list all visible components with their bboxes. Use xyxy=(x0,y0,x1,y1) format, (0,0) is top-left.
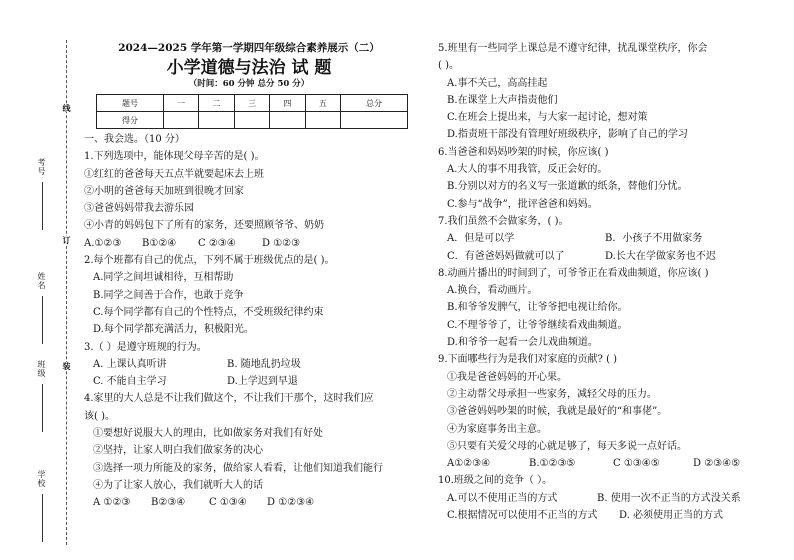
question-options xyxy=(438,490,768,507)
question-option[interactable]: C.在班会上提出来，与大家一起讨论，想对策 xyxy=(447,112,648,124)
binding-blank-school xyxy=(42,494,43,542)
question-item: ④为了让家人放心，我们就听大人的话 xyxy=(93,479,263,491)
score-input-cell[interactable] xyxy=(234,112,269,129)
question-options xyxy=(438,248,768,265)
binding-margin xyxy=(26,40,66,545)
score-cell: 二 xyxy=(199,95,234,112)
binding-label-school: 学校 xyxy=(37,470,46,488)
question-stem: 3.（ ）是遵守班规的行为。 xyxy=(84,341,207,353)
exam-header: 2024—2025 学年第一学期四年级综合素养展示（二） xyxy=(118,42,380,54)
question-option[interactable]: C.不理爷爷了，让爷爷继续看戏曲频道。 xyxy=(447,319,628,331)
score-input-cell[interactable] xyxy=(341,112,408,129)
question-item: ③爸爸妈妈带我去游乐园 xyxy=(84,203,194,215)
question-item: ③爸爸妈妈吵架的时候，我就是最好的“和事佬”。 xyxy=(447,406,668,418)
question-item: ①要想好说服大人的理由，比如做家务对我们有好处 xyxy=(93,428,323,440)
option-b[interactable]: B. 随地乱扔垃圾 xyxy=(227,358,301,370)
option-a[interactable]: A.①②③ xyxy=(84,237,122,249)
option-b[interactable]: B．小孩子不用做家务 xyxy=(605,233,703,245)
binding-blank-class xyxy=(42,384,43,432)
question-item: ②小明的爸爸每天加班到很晚才回家 xyxy=(84,185,244,197)
option-b[interactable]: B.①②③⑤ xyxy=(529,458,576,470)
question-option[interactable]: C.参与“战争”，批评爸爸和妈妈。 xyxy=(447,198,598,210)
binding-mark-line: 线 xyxy=(62,104,72,112)
binding-mark-staple: 订 xyxy=(62,236,72,244)
question-stem-cont: ( )。 xyxy=(438,60,459,72)
question-option[interactable]: B.在课堂上大声指责他们 xyxy=(447,94,558,106)
option-c[interactable]: C ①③④⑤ xyxy=(613,458,660,470)
score-table xyxy=(96,94,408,129)
question-item: ②坚持，让家人明白我们做家务的决心 xyxy=(93,445,263,457)
question-option[interactable]: B.和爷爷发脾气，让爷爷把电视让给你。 xyxy=(447,302,628,314)
binding-blank-exam-number xyxy=(42,182,43,230)
option-c[interactable]: C ②③④ xyxy=(198,237,236,249)
question-option[interactable]: A.事不关己，高高挂起 xyxy=(447,77,548,89)
score-input-cell[interactable] xyxy=(199,112,234,129)
question-option[interactable]: D.指责班干部没有管理好班级秩序，影响了自己的学习 xyxy=(447,129,688,141)
question-item: ②主动帮父母承担一些家务，减轻父母的压力。 xyxy=(447,388,657,400)
question-item: ④为家庭事务出主意。 xyxy=(447,423,547,435)
option-d[interactable]: D ①②③ xyxy=(262,237,301,249)
question-options xyxy=(84,356,414,373)
question-stem: 2.每个班都有自己的优点，下列不属于班级优点的是( )。 xyxy=(84,255,335,267)
option-a[interactable]: A①②③④ xyxy=(447,458,491,470)
question-item: ①我是爸爸妈妈的开心果。 xyxy=(447,371,567,383)
option-a[interactable]: A．但是可以学 xyxy=(447,233,515,245)
option-d[interactable]: D. 必须使用正当的方式 xyxy=(619,510,724,522)
question-option[interactable]: B.分别以对方的名义写一张道歉的纸条，替他们分忧。 xyxy=(447,181,688,193)
section-heading: 一、我会选。（10 分） xyxy=(84,134,185,145)
score-cell: 四 xyxy=(270,95,305,112)
question-stem: 5.班里有一些同学上课总是不遵守纪律，扰乱课堂秩序，你会 xyxy=(438,43,708,54)
score-table-score-row xyxy=(97,112,408,129)
option-d[interactable]: D ②③④⑤ xyxy=(693,458,741,470)
option-d[interactable]: D.上学迟到早退 xyxy=(227,376,298,388)
question-stem: 9.下面哪些行为是我们对家庭的贡献? ( ) xyxy=(438,354,618,366)
option-a[interactable]: A. 上课认真听讲 xyxy=(93,358,167,370)
score-cell: 题号 xyxy=(97,95,164,112)
page-title: 小学道德与法治 试 题 xyxy=(166,58,332,78)
binding-label-class: 班级 xyxy=(37,360,46,378)
right-column xyxy=(438,40,768,524)
score-cell: 得分 xyxy=(97,112,164,129)
score-cell: 一 xyxy=(163,95,198,112)
question-item: ①红红的爸爸每天五点半就要起床去上班 xyxy=(84,168,264,180)
question-stem: 8.动画片播出的时间到了，可爷爷正在看戏曲频道，你应该( ) xyxy=(438,267,709,279)
binding-label-exam-number: 考号 xyxy=(37,158,46,176)
option-b[interactable]: B. 使用一次不正当的方式没关系 xyxy=(597,492,741,504)
question-item: ⑤只要有关爱父母的心就足够了，每天多说一点好话。 xyxy=(447,440,687,452)
binding-mark-bind: 装 xyxy=(62,362,72,370)
exam-time-info: （时间：60 分钟 总分 50 分） xyxy=(188,79,310,89)
question-stem: 6.当爸爸和妈妈吵架的时候，你应该( ) xyxy=(438,146,609,158)
option-c[interactable]: C．有爸爸妈妈做就可以了 xyxy=(447,250,565,262)
score-cell: 总分 xyxy=(341,95,408,112)
question-stem-cont: 该( )。 xyxy=(84,410,115,422)
question-options xyxy=(84,373,414,390)
question-stem: 1.下列选项中，能体现父母辛苦的是( )。 xyxy=(84,151,265,163)
score-table-header-row xyxy=(97,95,408,112)
score-input-cell[interactable] xyxy=(163,112,198,129)
left-column xyxy=(84,40,414,512)
option-c[interactable]: C ①③④ xyxy=(209,497,247,509)
option-a[interactable]: A.可以不使用正当的方式 xyxy=(447,492,558,504)
question-option[interactable]: A.大人的事不用我管，反正会好的。 xyxy=(447,164,608,176)
question-option[interactable]: A.同学之间坦诚相待，互相帮助 xyxy=(93,272,234,284)
question-option[interactable]: D.每个同学都充满活力，积极阳光。 xyxy=(93,324,254,336)
option-b[interactable]: B②③④ xyxy=(151,497,186,509)
option-d[interactable]: D.长大在学做家务也不迟 xyxy=(605,250,716,262)
question-item: ③选择一项力所能及的家务，做给家人看看，让他们知道我们能行 xyxy=(93,462,383,474)
question-options xyxy=(438,230,768,247)
binding-blank-name xyxy=(42,296,43,344)
question-options xyxy=(84,235,414,252)
binding-dashed-line xyxy=(66,40,67,545)
option-d[interactable]: D ①②③④ xyxy=(267,497,315,509)
question-option[interactable]: A.换台，看动画片。 xyxy=(447,285,538,297)
option-c[interactable]: C. 不能自主学习 xyxy=(93,376,167,388)
question-option[interactable]: B.同学之间善于合作，也敢于竞争 xyxy=(93,289,244,301)
score-input-cell[interactable] xyxy=(305,112,340,129)
question-item: ④小青的妈妈包下了所有的家务，还要照顾爷爷、奶奶 xyxy=(84,220,324,232)
question-option[interactable]: C.每个同学都有自己的个性特点，不受班级纪律约束 xyxy=(93,306,324,318)
option-b[interactable]: B①②④ xyxy=(142,237,177,249)
score-cell: 五 xyxy=(305,95,340,112)
question-stem: 10.班级之间的竞争（ ）。 xyxy=(438,475,553,487)
option-a[interactable]: A ①②③ xyxy=(93,497,131,509)
binding-label-name: 姓名 xyxy=(37,272,46,290)
question-options xyxy=(438,507,768,524)
question-option[interactable]: D.和爷爷一起看一会儿戏曲频道。 xyxy=(447,337,598,349)
score-cell: 三 xyxy=(234,95,269,112)
question-options xyxy=(84,494,414,511)
question-options xyxy=(438,455,768,472)
question-stem: 7.我们虽然不会做家务，( )。 xyxy=(438,215,569,227)
score-input-cell[interactable] xyxy=(270,112,305,129)
option-c[interactable]: C.根据情况可以使用不正当的方式 xyxy=(447,510,598,522)
question-stem: 4.家里的大人总是不让我们做这个，不让我们干那个，这时我们应 xyxy=(84,393,374,405)
